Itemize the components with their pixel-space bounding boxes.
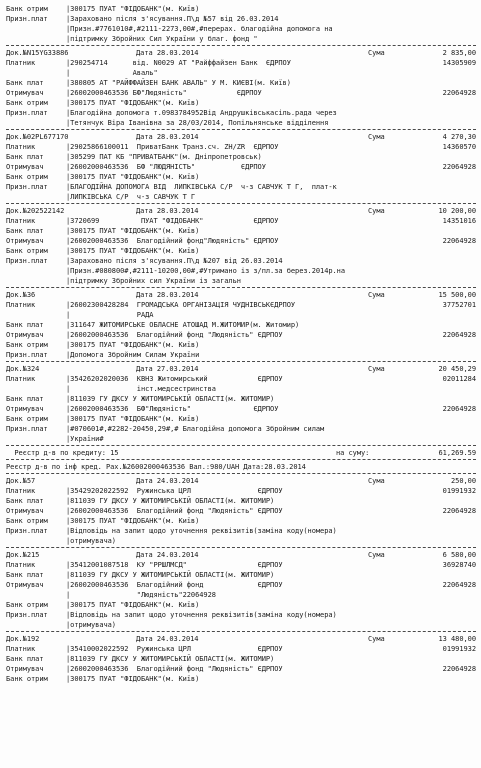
field-value: |300175 ПУАТ "ФІДОБАНК"(м. Київ) [66, 341, 200, 349]
statement-field-row [6, 98, 476, 108]
statement-field-row [6, 590, 476, 600]
field-label: Платник [6, 143, 36, 151]
field-value: |35410002022592 Ружинська ЦРЛ ЄДРПОУ [66, 645, 283, 653]
registry-sum-value: 61,269.59 [438, 449, 476, 457]
document-header-row [6, 132, 476, 142]
statement-field-row [6, 276, 476, 286]
field-label: Призн.плат [6, 425, 48, 433]
statement-field-row [6, 414, 476, 424]
statement-field-row [6, 34, 476, 44]
document-number: Док.№192 [6, 635, 40, 643]
field-label: Платник [6, 301, 36, 309]
field-label: Отримувач [6, 331, 44, 339]
statement-field-row [6, 340, 476, 350]
statement-field-row [6, 350, 476, 360]
statement-field-row [6, 330, 476, 340]
document-header-row [6, 364, 476, 374]
field-label: Банк отрим [6, 675, 48, 683]
statement-field-row [6, 654, 476, 664]
statement-field-row [6, 536, 476, 546]
field-value: |300175 ПУАТ "ФІДОБАНК"(м. Київ) [66, 173, 200, 181]
field-label: Банк отрим [6, 247, 48, 255]
document-date: Дата 28.03.2014 [136, 291, 199, 299]
field-value: |Відповідь на запит щодо уточнення реквізитів(заміна коду(номера) [66, 527, 337, 535]
statement-field-row [6, 266, 476, 276]
field-value: |Призн.#080800#,#2111-10200,00#,#Утримано із з/пл.за берез.2014р.на [66, 267, 346, 275]
field-value: |811039 ГУ ДКСУ У ЖИТОМИРСЬКІЙ ОБЛАСТІ(м. ЖИТОМИР) [66, 497, 275, 505]
statement-field-row [6, 570, 476, 580]
statement-field-row [6, 68, 476, 78]
edrpou-code: 22064928 [442, 581, 476, 589]
statement-field-row [6, 404, 476, 414]
field-value: |35429202022592 Ружинська ЦРЛ ЄДРПОУ [66, 487, 283, 495]
statement-field-row [6, 394, 476, 404]
field-label: Банк отрим [6, 173, 48, 181]
document-date: Дата 24.03.2014 [136, 551, 199, 559]
field-value: | Аваль" [66, 69, 158, 77]
field-value: |811039 ГУ ДКСУ У ЖИТОМИРСЬКІЙ ОБЛАСТІ(м. ЖИТОМИР) [66, 395, 275, 403]
field-value: |Зараховано після з'ясування.П\д №207 від 26.03.2014 [66, 257, 283, 265]
document-date: Дата 28.03.2014 [136, 207, 199, 215]
registry-sum-label: на суму: [336, 449, 370, 457]
field-label: Призн.плат [6, 15, 48, 23]
statement-field-row [6, 424, 476, 434]
amount-label: Сума [368, 635, 385, 643]
document-amount: 250,00 [451, 477, 476, 485]
document-header-row [6, 634, 476, 644]
statement-field-row [6, 580, 476, 590]
edrpou-code: 22064928 [442, 507, 476, 515]
statement-field-row [6, 610, 476, 620]
field-label: Банк плат [6, 227, 44, 235]
statement-field-row [6, 644, 476, 654]
field-value: | "Людяність"22064928 [66, 591, 216, 599]
field-value: |26002000463536 Благодійний фонд "Людяність" ЄДРПОУ [66, 331, 283, 339]
field-label: Призн.плат [6, 109, 48, 117]
edrpou-code: 22064928 [442, 89, 476, 97]
statement-field-row [6, 58, 476, 68]
document-amount: 13 480,00 [438, 635, 476, 643]
field-value: |України# [66, 435, 104, 443]
field-value: | РАДА [66, 311, 154, 319]
field-value: |29025866100011 ПриватБанк Транз.сч. ZH/ZR ЄДРПОУ [66, 143, 279, 151]
field-label: Банк отрим [6, 415, 48, 423]
field-label: Банк плат [6, 321, 44, 329]
statement-field-row [6, 486, 476, 496]
field-value: |26002000463536 БФ"Людяність" ЄДРПОУ [66, 405, 279, 413]
field-value: |отримувача) [66, 621, 116, 629]
amount-label: Сума [368, 477, 385, 485]
field-label: Платник [6, 59, 36, 67]
field-label: Отримувач [6, 507, 44, 515]
field-value: |Тетянчук Віра Іванівна за 28/03/2014, Попільнянське відділення [66, 119, 329, 127]
statement-field-row [6, 496, 476, 506]
statement-lines [6, 4, 476, 684]
amount-label: Сума [368, 365, 385, 373]
field-value: |26002300428284 ГРОМАДСЬКА ОРГАНІЗАЦІЯ ЧУДНІВСЬКЄДРПОУ [66, 301, 296, 309]
field-value: |300175 ПУАТ "ФІДОБАНК"(м. Київ) [66, 675, 200, 683]
field-label: Отримувач [6, 581, 44, 589]
document-date: Дата 28.03.2014 [136, 133, 199, 141]
document-header-row [6, 476, 476, 486]
document-header-row [6, 290, 476, 300]
statement-field-row [6, 152, 476, 162]
field-value: |300175 ПУАТ "ФІДОБАНК"(м. Київ) [66, 227, 200, 235]
statement-field-row [6, 182, 476, 192]
statement-field-row [6, 310, 476, 320]
field-label: Призн.плат [6, 611, 48, 619]
document-number: Док.№02PL677170 [6, 133, 69, 141]
field-label: Банк отрим [6, 99, 48, 107]
document-amount: 4 270,30 [442, 133, 476, 141]
edrpou-code: 22064928 [442, 163, 476, 171]
statement-field-row [6, 300, 476, 310]
field-value: |Зараховано після з'ясування.П\д №57 від 26.03.2014 [66, 15, 279, 23]
field-value: |300175 ПУАТ "ФІДОБАНК"(м. Київ) [66, 247, 200, 255]
edrpou-code: 37752701 [442, 301, 476, 309]
field-label: Банк отрим [6, 341, 48, 349]
statement-field-row [6, 162, 476, 172]
registry-header-text: Реєстр д-в по інф кред. Рах.№26002000463536 Вал.:980/UAH Дата:28.03.2014 [6, 463, 306, 471]
field-value: |300175 ПУАТ "ФІДОБАНК"(м. Київ) [66, 5, 200, 13]
statement-field-row [6, 620, 476, 630]
field-label: Банк отрим [6, 601, 48, 609]
field-value: |ЛИПКІВСЬКА С/Р ч-з САВЧУК Т Г [66, 193, 196, 201]
document-date: Дата 24.03.2014 [136, 635, 199, 643]
statement-field-row [6, 24, 476, 34]
field-label: Призн.плат [6, 527, 48, 535]
field-label: Платник [6, 375, 36, 383]
statement-field-row [6, 516, 476, 526]
edrpou-code: 36928740 [442, 561, 476, 569]
field-label: Банк плат [6, 79, 44, 87]
document-amount: 2 835,00 [442, 49, 476, 57]
edrpou-code: 22064928 [442, 405, 476, 413]
edrpou-code: 14360570 [442, 143, 476, 151]
field-label: Банк отрим [6, 5, 48, 13]
statement-field-row [6, 526, 476, 536]
field-label: Банк плат [6, 497, 44, 505]
field-label: Призн.плат [6, 257, 48, 265]
document-date: Дата 28.03.2014 [136, 49, 199, 57]
field-value: |35412001087518 КУ "РРШЛМСД" ЄДРПОУ [66, 561, 283, 569]
document-header-row [6, 206, 476, 216]
amount-label: Сума [368, 49, 385, 57]
field-label: Отримувач [6, 237, 44, 245]
document-amount: 20 450,29 [438, 365, 476, 373]
field-value: |26002000463536 Благодійний фонд "Людяність" ЄДРПОУ [66, 507, 283, 515]
document-header-row [6, 48, 476, 58]
field-label: Банк плат [6, 395, 44, 403]
field-value: |26002000463536 Благодійний фонд ЄДРПОУ [66, 581, 283, 589]
document-amount: 6 580,00 [442, 551, 476, 559]
field-value: |підтримку Збройних Сил України у благ. фонд " [66, 35, 258, 43]
statement-field-row [6, 118, 476, 128]
statement-field-row [6, 600, 476, 610]
field-label: Отримувач [6, 405, 44, 413]
statement-field-row [6, 320, 476, 330]
field-label: Банк плат [6, 655, 44, 663]
statement-field-row [6, 560, 476, 570]
field-value: |26002000463536 Благодійний фонд "Людяність" ЄДРПОУ [66, 665, 283, 673]
amount-label: Сума [368, 133, 385, 141]
statement-field-row [6, 216, 476, 226]
field-label: Банк плат [6, 153, 44, 161]
field-value: |300175 ПУАТ "ФІДОБАНК"(м. Київ) [66, 99, 200, 107]
statement-field-row [6, 384, 476, 394]
statement-field-row [6, 434, 476, 444]
field-label: Платник [6, 645, 36, 653]
field-value: |Відповідь на запит щодо уточнення реквізитів(заміна коду(номера) [66, 611, 337, 619]
edrpou-code: 01991932 [442, 487, 476, 495]
document-amount: 15 500,00 [438, 291, 476, 299]
statement-field-row [6, 78, 476, 88]
edrpou-code: 01991932 [442, 645, 476, 653]
document-number: Док.№324 [6, 365, 40, 373]
document-number: Док.№36 [6, 291, 36, 299]
statement-field-row [6, 236, 476, 246]
document-number: Док.№202522142 [6, 207, 65, 215]
field-value: |Допомога Збройним Силам України [66, 351, 200, 359]
statement-field-row [6, 664, 476, 674]
field-value: |Призн.#7761010#,#2111-2273,00#,#перерах. благодійна допомога на [66, 25, 333, 33]
field-label: Призн.плат [6, 183, 48, 191]
field-value: |811039 ГУ ДКСУ У ЖИТОМИРСЬКІЙ ОБЛАСТІ(м. ЖИТОМИР) [66, 655, 275, 663]
field-value: |26002000463536 Благодійний фонд"Людяність" ЄДРПОУ [66, 237, 279, 245]
field-value: |300175 ПУАТ "ФІДОБАНК"(м. Київ) [66, 517, 200, 525]
field-value: |26002000463536 БФ"Людяність" ЄДРПОУ [66, 89, 262, 97]
amount-label: Сума [368, 207, 385, 215]
statement-field-row [6, 142, 476, 152]
statement-field-row [6, 172, 476, 182]
statement-field-row [6, 226, 476, 236]
field-value: |300175 ПУАТ "ФІДОБАНК"(м. Київ) [66, 601, 200, 609]
registry-summary-row [6, 448, 476, 458]
document-date: Дата 24.03.2014 [136, 477, 199, 485]
field-label: Банк плат [6, 571, 44, 579]
field-value: |35426202020036 КВНЗ Житомирський ЄДРПОУ [66, 375, 283, 383]
statement-field-row [6, 506, 476, 516]
registry-header-row [6, 462, 476, 472]
field-value: |290254714 від. N0029 АТ "Райффайзен Банк ЄДРПОУ [66, 59, 291, 67]
edrpou-code: 14305909 [442, 59, 476, 67]
statement-field-row [6, 108, 476, 118]
field-value: |3720699 ПУАТ "ФІДОБАНК" ЄДРПОУ [66, 217, 279, 225]
edrpou-code: 22064928 [442, 331, 476, 339]
statement-field-row [6, 14, 476, 24]
edrpou-code: 22064928 [442, 237, 476, 245]
field-label: Банк отрим [6, 517, 48, 525]
field-value: |380805 АТ "РАЙФФАЙЗЕН БАНК АВАЛЬ" У М. КИЄВІ(м. Київ) [66, 79, 291, 87]
field-value: |#070601#,#2282-20450,29#,# Благодійна допомога Збройним силам [66, 425, 325, 433]
document-number: Док.№N15YG33886 [6, 49, 69, 57]
document-amount: 10 200,00 [438, 207, 476, 215]
field-value: | інст.медсестринства [66, 385, 216, 393]
field-label: Платник [6, 561, 36, 569]
edrpou-code: 02011284 [442, 375, 476, 383]
field-label: Платник [6, 217, 36, 225]
statement-field-row [6, 88, 476, 98]
field-value: |26002000463536 БФ "ЛЮДЯНІСТЬ" ЄДРПОУ [66, 163, 266, 171]
document-number: Док.№215 [6, 551, 40, 559]
amount-label: Сума [368, 291, 385, 299]
statement-field-row [6, 674, 476, 684]
edrpou-code: 22064928 [442, 665, 476, 673]
statement-field-row [6, 4, 476, 14]
registry-credit-count: Реєстр д-в по кредиту: 15 [6, 449, 119, 457]
field-label: Отримувач [6, 89, 44, 97]
statement-field-row [6, 256, 476, 266]
document-header-row [6, 550, 476, 560]
document-date: Дата 27.03.2014 [136, 365, 199, 373]
statement-field-row [6, 246, 476, 256]
field-value: |Благодійна допомога т.0983784952Від Андрушківськасіль.рада через [66, 109, 337, 117]
field-value: |311647 ЖИТОМИРСЬКЕ ОБЛАСНЕ АТОШАД М.ЖИТОМИР(м. Житомир) [66, 321, 300, 329]
amount-label: Сума [368, 551, 385, 559]
field-value: |отримувача) [66, 537, 116, 545]
field-label: Отримувач [6, 665, 44, 673]
field-value: |300175 ПУАТ "ФІДОБАНК"(м. Київ) [66, 415, 200, 423]
field-label: Отримувач [6, 163, 44, 171]
field-label: Призн.плат [6, 351, 48, 359]
field-label: Платник [6, 487, 36, 495]
field-value: |305299 ПАТ КБ "ПРИВАТБАНК"(м. Дніпропетровськ) [66, 153, 262, 161]
statement-field-row [6, 192, 476, 202]
statement-field-row [6, 374, 476, 384]
edrpou-code: 14351016 [442, 217, 476, 225]
field-value: |811039 ГУ ДКСУ У ЖИТОМИРСЬКІЙ ОБЛАСТІ(м. ЖИТОМИР) [66, 571, 275, 579]
field-value: |БЛАГОДІЙНА ДОПОМОГА ВІД ЛИПКІВСЬКА С/Р ч-з САВЧУК Т Г, плат-к [66, 183, 337, 191]
document-number: Док.№57 [6, 477, 36, 485]
field-value: |підтримку Збройних сил України із загальн [66, 277, 241, 285]
